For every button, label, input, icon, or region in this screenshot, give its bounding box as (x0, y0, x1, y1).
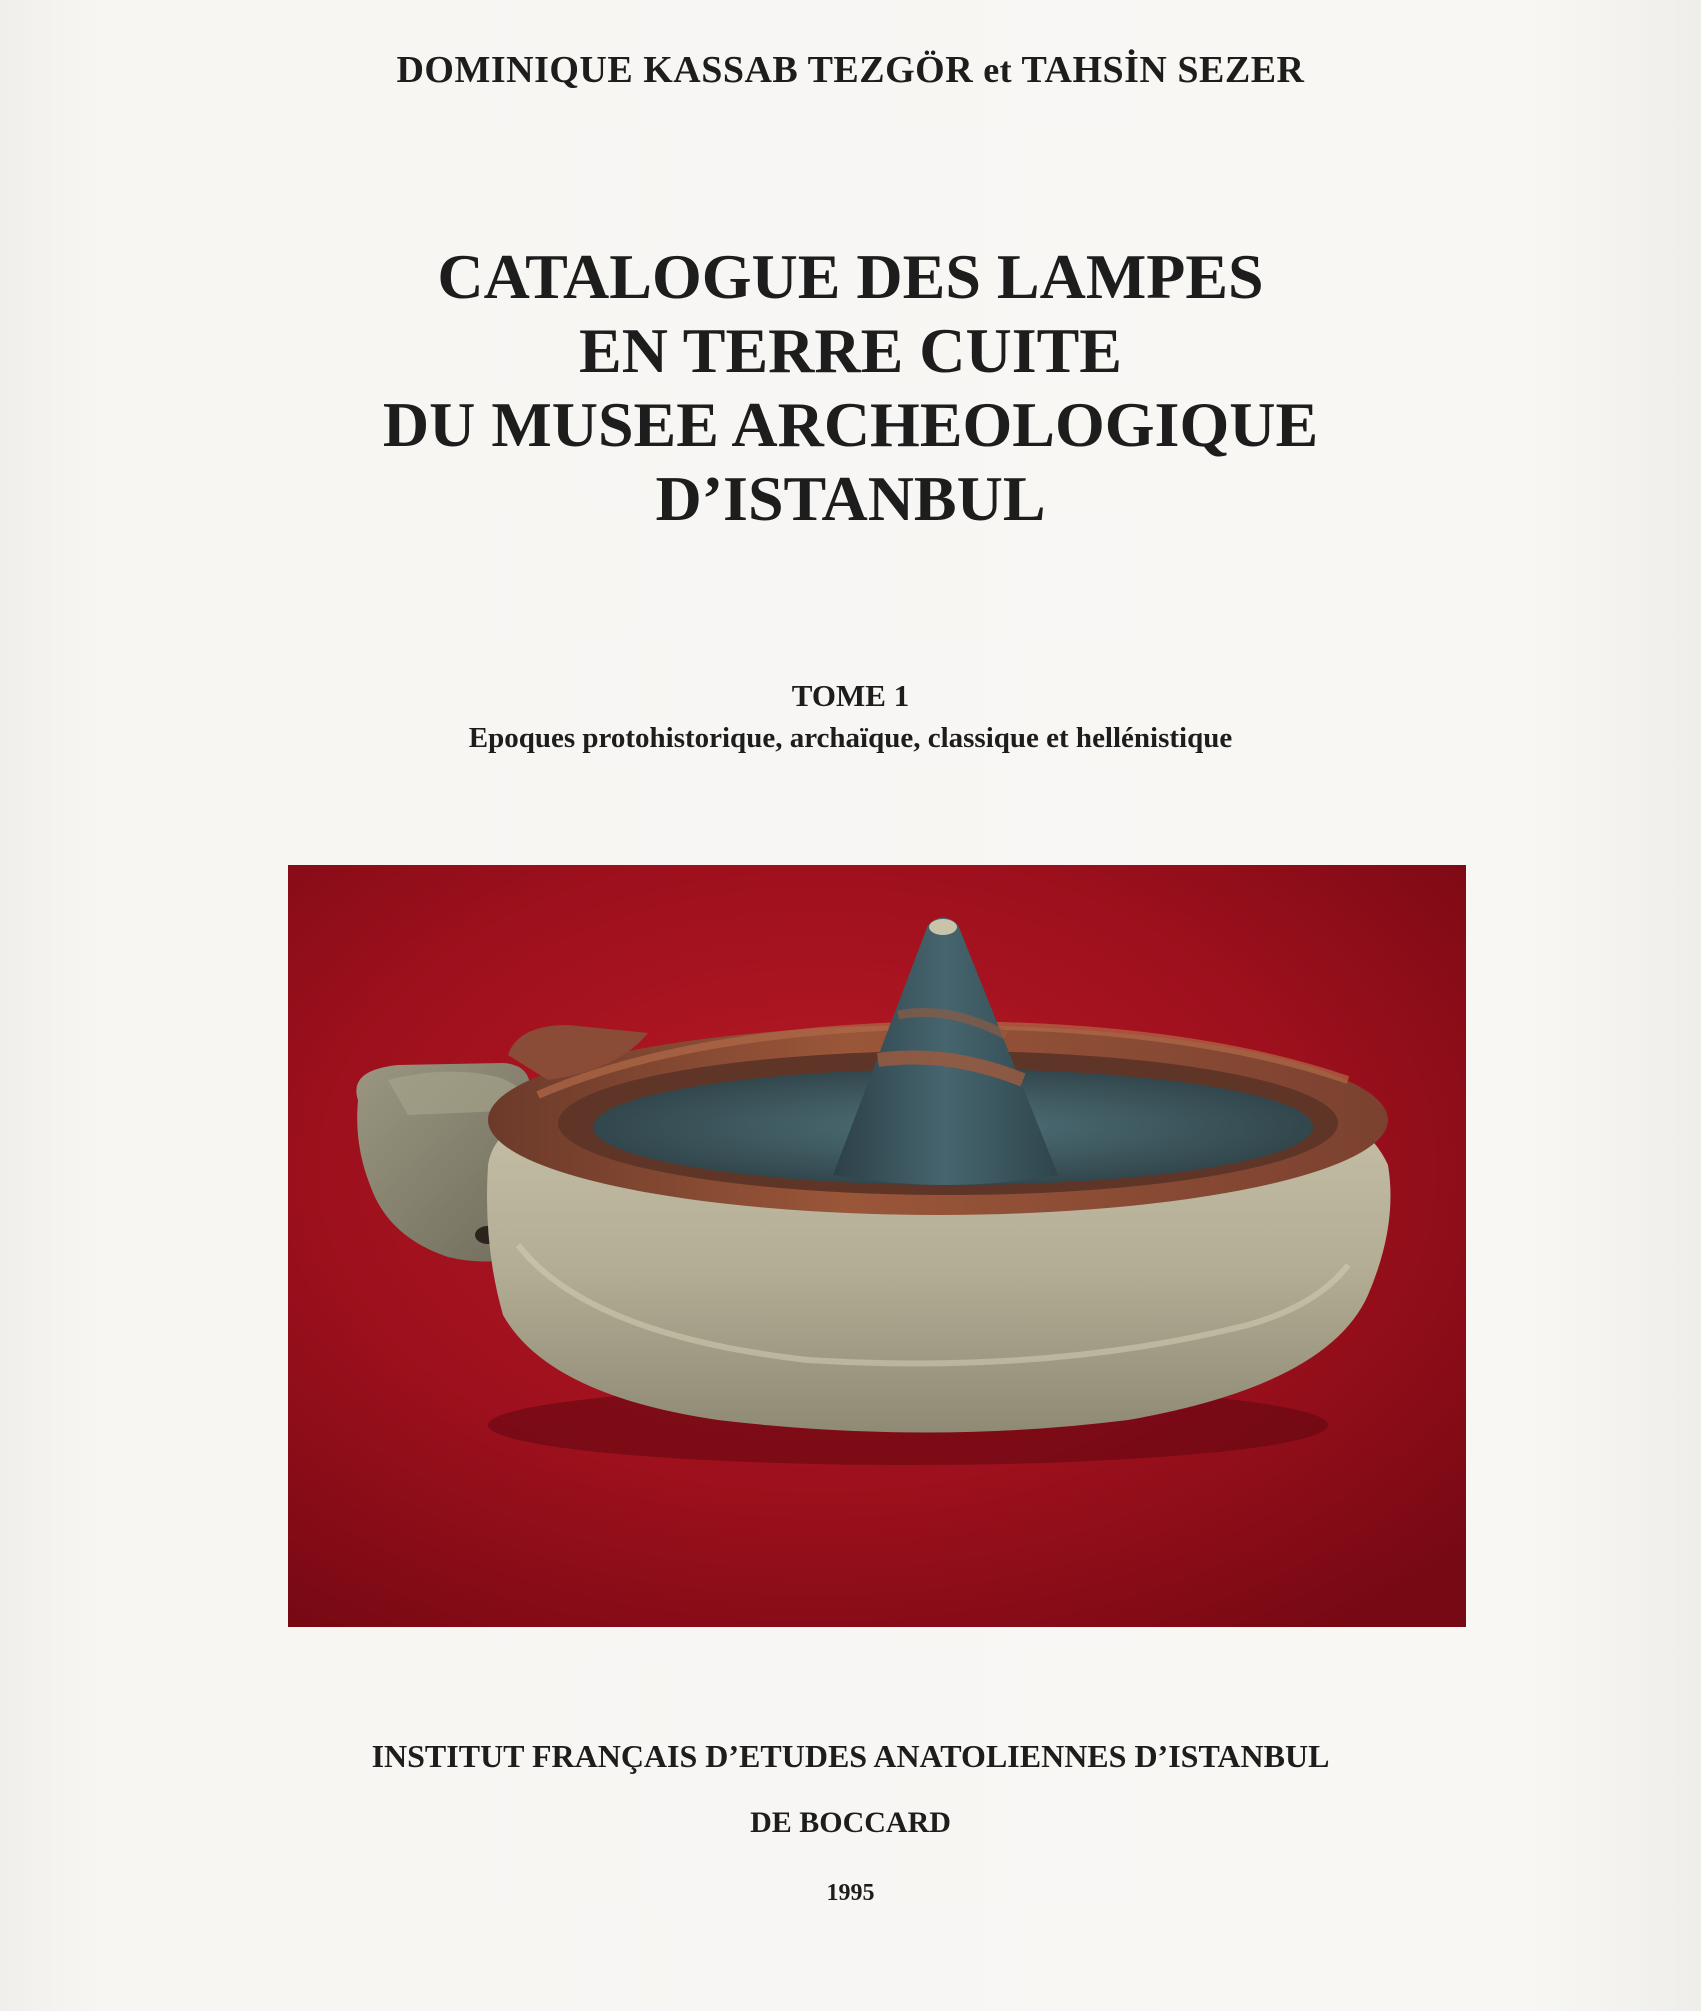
imprint-name: DE BOCCARD (750, 1806, 951, 1839)
publisher-name: INSTITUT FRANÇAIS D’ETUDES ANATOLIENNES D’ISTANBUL (371, 1738, 1330, 1774)
title-line-2: EN TERRE CUITE (579, 315, 1122, 386)
title-line-3: DU MUSEE ARCHEOLOGIQUE (382, 389, 1319, 460)
title-line-4: D’ISTANBUL (655, 463, 1046, 534)
volume-label: TOME 1 (791, 678, 910, 713)
author-second: TAHSİN SEZER (1021, 49, 1305, 91)
author-joiner: et (983, 50, 1013, 90)
authors-line (0, 48, 1701, 92)
book-title (0, 240, 1701, 536)
author-first: DOMINIQUE KASSAB TEZGÖR (396, 49, 974, 91)
publication-year: 1995 (826, 1880, 875, 1906)
title-line-1: CATALOGUE DES LAMPES (437, 241, 1264, 312)
volume-subtitle: Epoques protohistorique, archaïque, classique et hellénistique (468, 722, 1233, 754)
cover-photo-oil-lamp (288, 865, 1466, 1627)
oil-lamp-illustration (288, 865, 1466, 1627)
